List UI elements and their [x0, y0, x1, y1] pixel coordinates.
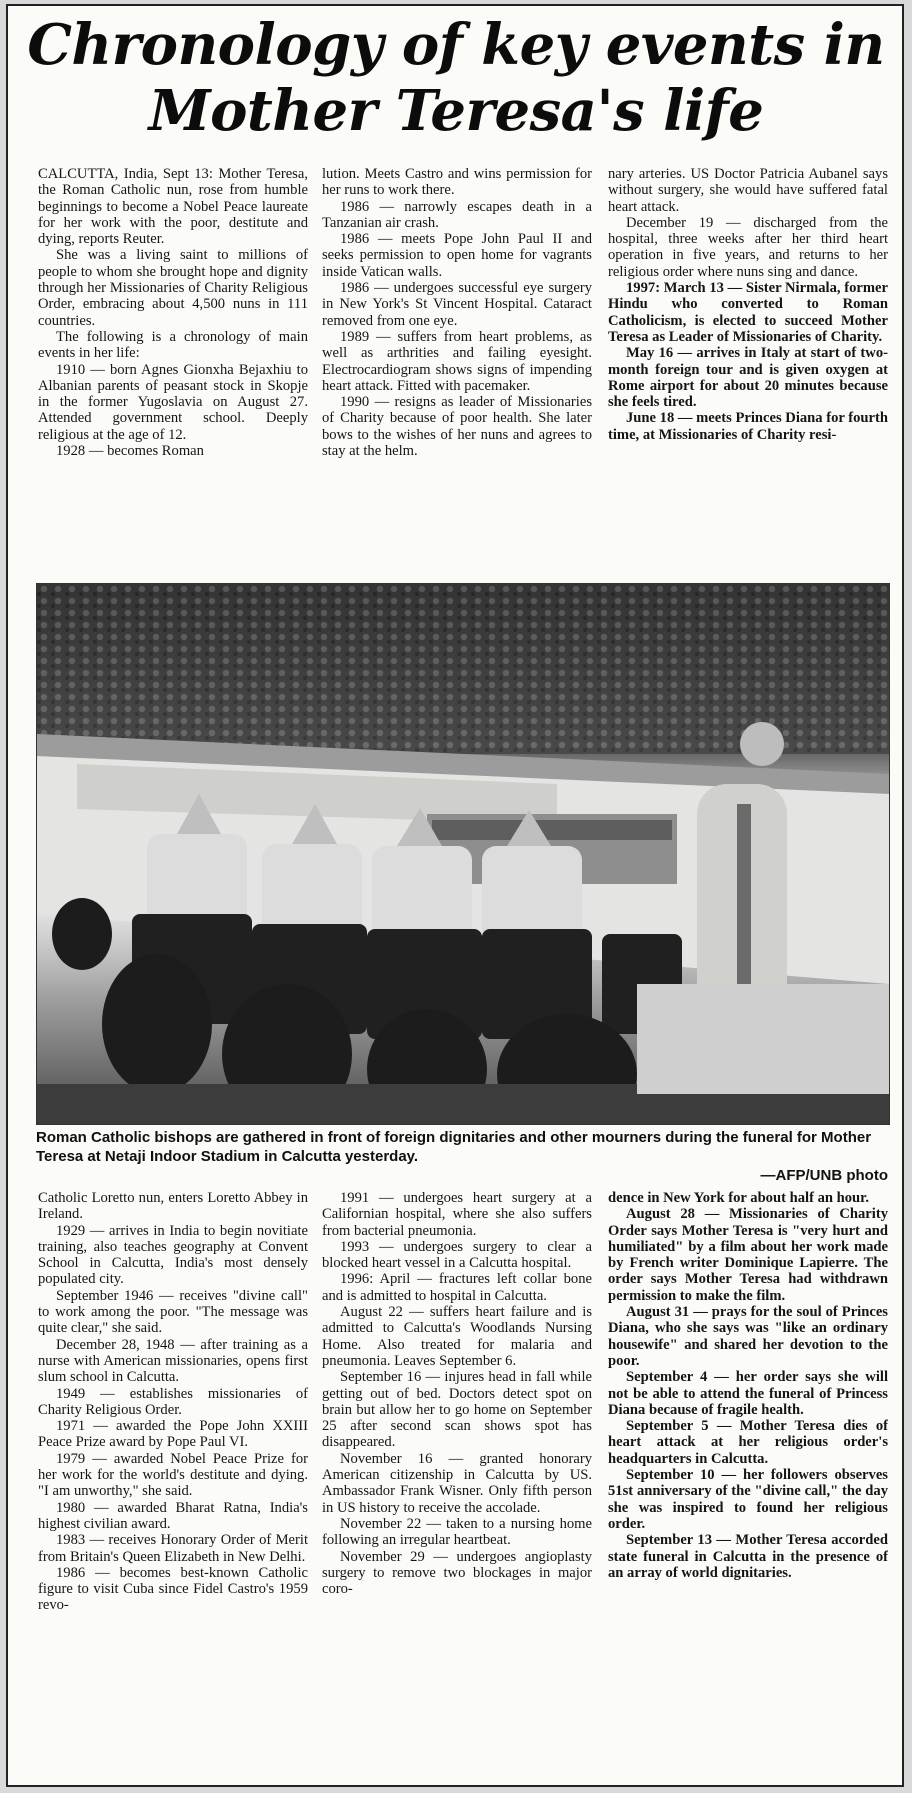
- article-column-1-top: [38, 166, 308, 578]
- paragraph: 1980 — awarded Bharat Ratna, India's highest civilian award.: [38, 1499, 308, 1532]
- headline: [16, 12, 896, 144]
- paragraph: 1928 — becomes Roman: [56, 443, 204, 460]
- paragraph: 1986 — narrowly escapes death in a Tanzanian air crash.: [322, 198, 592, 231]
- paragraph: 1996: April — fractures left collar bone and is admitted to hospital in Calcutta.: [322, 1271, 592, 1304]
- paragraph: 1990 — resigns as leader of Missionaries of Charity because of poor health. She later bows to the wishes of her nuns and agrees to stay at the helm.: [322, 394, 592, 460]
- article-column-2-bottom: [322, 1190, 592, 1782]
- article-column-1-bottom: [38, 1190, 308, 1782]
- paragraph: August 22 — suffers heart failure and is admitted to Calcutta's Woodlands Nursing Home. Also treated for malaria and pneumonia. Leaves September 6.: [322, 1304, 592, 1369]
- paragraph: 1993 — undergoes surgery to clear a blocked heart vessel in a Calcutta hospital.: [322, 1238, 592, 1272]
- paragraph: 1986 — becomes best-known Catholic figure to visit Cuba since Fidel Castro's 1959 revo-: [38, 1564, 308, 1614]
- paragraph: 1979 — awarded Nobel Peace Prize for her work for the world's destitute and dying. "I am unworthy," she said.: [38, 1450, 308, 1500]
- paragraph: September 5 — Mother Teresa dies of heart attack at her religious order's headquarters in Calcutta.: [608, 1418, 888, 1467]
- paragraph: nary arteries. US Doctor Patricia Aubanel says without surgery, she would have suffered fatal heart attack.: [608, 166, 888, 215]
- paragraph: 1991 — undergoes heart surgery at a Californian hospital, where she also suffers from bacterial pneumonia.: [322, 1190, 592, 1239]
- paragraph: August 28 — Missionaries of Charity Order says Mother Teresa is "very hurt and humiliated" by a film about her work made by French writer Dominique Lapierre. The order says Mother Teresa had withdrawn permission to make the film.: [608, 1206, 888, 1304]
- paragraph: Catholic Loretto nun, enters Loretto Abbey in Ireland.: [38, 1190, 308, 1223]
- paragraph: August 31 — prays for the soul of Princes Diana, who she says was "like an ordinary housewife" and shared her devotion to the poor.: [608, 1304, 888, 1369]
- headline-line-1: Chronology of key events in: [27, 12, 885, 78]
- paragraph: 1997: March 13 — Sister Nirmala, former Hindu who converted to Roman Catholicism, is elected to succeed Mother Teresa as Leader of Missionaries of Charity.: [608, 280, 888, 345]
- photo-caption: Roman Catholic bishops are gathered in front of foreign dignitaries and other mourners during the funeral for Mother Teresa at Netaji Indoor Stadium in Calcutta yesterday.: [36, 1129, 872, 1165]
- paragraph: 1986 — meets Pope John Paul II and seeks permission to open home for vagrants inside Vatican walls.: [322, 231, 592, 280]
- article-column-3-bottom: [608, 1190, 888, 1782]
- paragraph: 1949 — establishes missionaries of Charity Religious Order.: [38, 1385, 308, 1418]
- paragraph: May 16 — arrives in Italy at start of two-month foreign tour and is given oxygen at Rome airport for about 20 minutes because she feels tired.: [608, 345, 888, 411]
- paragraph: 1986 — undergoes successful eye surgery in New York's St Vincent Hospital. Cataract removed from one eye.: [322, 280, 592, 329]
- headline-line-2: Mother Teresa's life: [148, 78, 764, 144]
- paragraph: lution. Meets Castro and wins permission for her runs to work there.: [322, 166, 592, 199]
- paragraph: 1983 — receives Honorary Order of Merit from Britain's Queen Elizabeth in New Delhi.: [38, 1532, 308, 1565]
- paragraph: September 16 — injures head in fall while getting out of bed. Doctors detect spot on brain but allow her to go home on September 25 after second scan shows spot has disappeared.: [322, 1369, 592, 1451]
- paragraph: 1971 — awarded the Pope John XXIII Peace Prize award by Pope Paul VI.: [38, 1418, 308, 1451]
- funeral-photo-image: [37, 584, 889, 1124]
- funeral-photo: [36, 583, 890, 1125]
- paragraph: 1989 — suffers from heart problems, as well as arthrities and failing eyesight. Electrocardiogram shows signs of impending heart attack. Fitted with pacemaker.: [322, 328, 592, 394]
- paragraph: 1929 — arrives in India to begin novitiate training, also teaches geography at Convent School in Calcutta, India's most densely populated city.: [38, 1222, 308, 1288]
- paragraph: The following is a chronology of main events in her life:: [38, 328, 308, 362]
- paragraph: CALCUTTA, India, Sept 13: Mother Teresa, the Roman Catholic nun, rose from humble beginnings to become a Nobel Peace laureate for her work with the poor, destitute and dying, reports Reuter.: [38, 166, 308, 248]
- paragraph: December 28, 1948 — after training as a nurse with American missionaries, opens first slum school in Calcutta.: [38, 1336, 308, 1386]
- article-column-3-top: [608, 166, 888, 578]
- paragraph: September 1946 — receives "divine call" to work among the poor. "The message was quite clear," she said.: [38, 1287, 308, 1337]
- article-column-2-top: [322, 166, 592, 578]
- paragraph: September 4 — her order says she will not be able to attend the funeral of Princess Diana because of fragile health.: [608, 1369, 888, 1418]
- paragraph: December 19 — discharged from the hospital, three weeks after her third heart operation in five years, and returns to her religious order where nuns sing and dance.: [608, 214, 888, 280]
- paragraph: November 16 — granted honorary American citizenship in Calcutta by US. Ambassador Frank Wisner. Only fifth person in US history to receive the accolade.: [322, 1450, 592, 1516]
- newspaper-clipping: [6, 4, 904, 1787]
- paragraph: November 22 — taken to a nursing home following an irregular heartbeat.: [322, 1515, 592, 1549]
- photo-credit: —AFP/UNB photo: [760, 1167, 888, 1184]
- paragraph: June 18 — meets Princes Diana for fourth time, at Missionaries of Charity resi-: [608, 410, 888, 443]
- paragraph: 1910 — born Agnes Gionxha Bejaxhiu to Albanian parents of peasant stock in Skopje in the former Yugoslavia on August 27. Attended government school. Deeply religious at the age of 12.: [38, 361, 308, 443]
- paragraph: dence in New York for about half an hour.: [608, 1190, 869, 1206]
- paragraph: September 13 — Mother Teresa accorded state funeral in Calcutta in the presence of an array of world dignitaries.: [608, 1532, 888, 1581]
- paragraph: September 10 — her followers observes 51st anniversary of the "divine call," the day she was inspired to found her religious order.: [608, 1467, 888, 1532]
- paragraph: November 29 — undergoes angioplasty surgery to remove two blockages in major coro-: [322, 1548, 592, 1598]
- paragraph: She was a living saint to millions of people to whom she brought hope and dignity through her Missionaries of Charity Religious Order, embracing about 4,500 nuns in 111 countries.: [38, 247, 308, 329]
